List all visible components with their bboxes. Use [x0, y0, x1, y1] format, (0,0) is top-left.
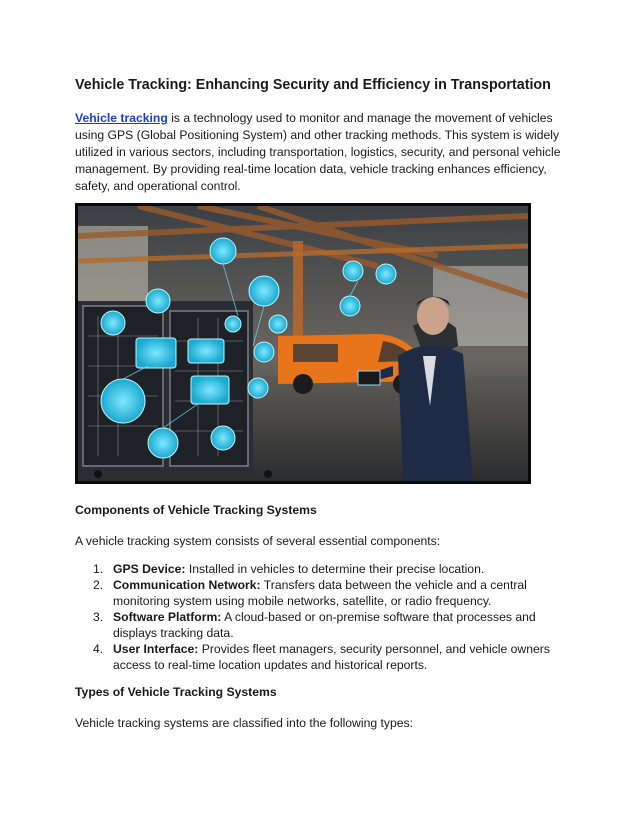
components-list	[93, 561, 568, 673]
vehicle-tracking-illustration	[75, 203, 531, 484]
intro-text: is a technology used to monitor and manage the movement of vehicles using GPS (Global Positioning System) and other tracking methods. This system is widely utilized in various sectors, including transportation, logistics, security, and personal vehicle management. By providing real-time location data, vehicle tracking enhances efficiency, safety, and operational control.	[75, 111, 561, 193]
list-term: Communication Network:	[113, 578, 261, 592]
list-desc: A cloud-based or on-premise software that processes and displays tracking data.	[113, 610, 536, 640]
list-number: 1.	[93, 562, 104, 576]
list-item	[93, 561, 568, 577]
list-item	[93, 641, 568, 673]
list-term: User Interface:	[113, 642, 199, 656]
vehicle-tracking-link[interactable]: Vehicle tracking	[75, 111, 168, 125]
components-intro: A vehicle tracking system consists of several essential components:	[75, 534, 441, 548]
list-term: GPS Device:	[113, 562, 186, 576]
list-number: 2.	[93, 578, 104, 592]
list-item	[93, 609, 568, 641]
list-term: Software Platform:	[113, 610, 222, 624]
list-desc: Transfers data between the vehicle and a central monitoring system using mobile networks, satellite, or radio frequency.	[113, 578, 527, 608]
types-intro: Vehicle tracking systems are classified into the following types:	[75, 716, 414, 730]
list-desc: Provides fleet managers, security personnel, and vehicle owners access to real-time location updates and historical reports.	[113, 642, 550, 672]
warehouse-scene-graphic	[78, 206, 528, 481]
list-number: 4.	[93, 642, 104, 656]
intro-paragraph	[75, 110, 565, 195]
list-desc: Installed in vehicles to determine their precise location.	[185, 562, 485, 576]
types-heading: Types of Vehicle Tracking Systems	[75, 685, 277, 699]
article-title: Vehicle Tracking: Enhancing Security and Efficiency in Transportation	[75, 77, 551, 93]
components-heading: Components of Vehicle Tracking Systems	[75, 503, 317, 517]
list-number: 3.	[93, 610, 104, 624]
list-item	[93, 577, 568, 609]
